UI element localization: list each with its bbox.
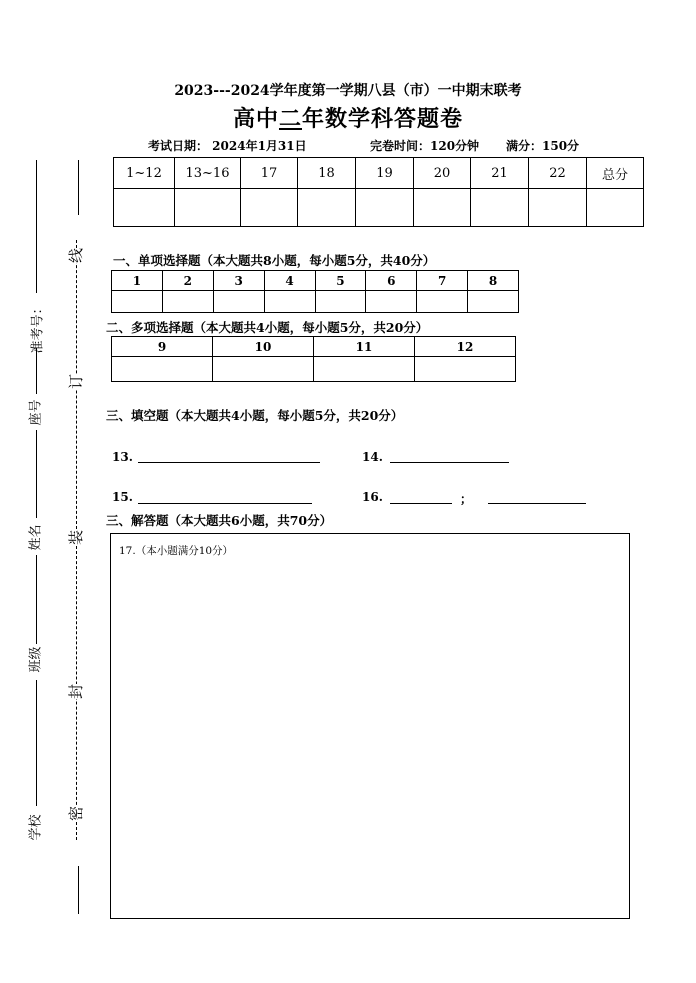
- score-header: 21: [471, 158, 529, 189]
- choice-answer-cell[interactable]: [468, 291, 519, 313]
- seat-label: 座号: [28, 399, 44, 426]
- seal-char-fill: 装: [64, 530, 87, 545]
- choice-answer-cell[interactable]: [366, 291, 417, 313]
- choice-number: 12: [415, 337, 516, 357]
- choice-answer-cell[interactable]: [112, 357, 213, 382]
- margin-line[interactable]: [36, 348, 37, 394]
- single-choice-table: [111, 270, 519, 313]
- score-header: 1~12: [114, 158, 175, 189]
- section1-title: 一、单项选择题（本大题共8小题，每小题5分，共40分）: [113, 253, 436, 268]
- choice-number: 6: [366, 271, 417, 291]
- choice-answer-cell[interactable]: [213, 357, 314, 382]
- score-header: 19: [356, 158, 414, 189]
- choice-number: 4: [264, 271, 315, 291]
- margin-line[interactable]: [36, 430, 37, 518]
- exam-title: 2023---2024学年度第一学期八县（市）一中期末联考: [174, 83, 522, 99]
- choice-answer-cell[interactable]: [112, 291, 163, 313]
- choice-number: 9: [112, 337, 213, 357]
- score-cell[interactable]: [471, 189, 529, 227]
- choice-number: 5: [315, 271, 366, 291]
- full-score: 满分：150分: [506, 139, 580, 153]
- choice-number: 10: [213, 337, 314, 357]
- q13-answer-line[interactable]: [138, 462, 320, 463]
- choice-number: 3: [213, 271, 264, 291]
- exam-duration: 完卷时间：120分钟: [370, 139, 480, 153]
- margin-line[interactable]: [36, 555, 37, 644]
- seal-char-close: 封: [64, 684, 87, 699]
- q16-answer-line-1[interactable]: [390, 503, 452, 504]
- score-cell[interactable]: [175, 189, 241, 227]
- choice-answer-cell[interactable]: [213, 291, 264, 313]
- choice-number: 11: [314, 337, 415, 357]
- score-header-total: 总分: [587, 158, 644, 189]
- section2-title: 二、多项选择题（本大题共4小题，每小题5分，共20分）: [106, 320, 429, 335]
- sheet-title-prefix: 高中: [232, 106, 279, 132]
- score-cell[interactable]: [356, 189, 414, 227]
- school-label: 学校: [28, 814, 44, 841]
- exam-number-label: 准考号：: [30, 301, 46, 354]
- choice-number: 1: [112, 271, 163, 291]
- seal-char-bind: 订: [64, 374, 87, 389]
- score-header: 18: [298, 158, 356, 189]
- score-cell[interactable]: [529, 189, 587, 227]
- exam-date: 考试日期： 2024年1月31日: [148, 139, 307, 153]
- score-cell[interactable]: [241, 189, 298, 227]
- choice-answer-cell[interactable]: [315, 291, 366, 313]
- score-cell[interactable]: [298, 189, 356, 227]
- choice-number: 2: [162, 271, 213, 291]
- name-label: 姓名: [28, 524, 44, 551]
- multi-choice-table: [111, 336, 516, 382]
- score-header: 13~16: [175, 158, 241, 189]
- score-header: 17: [241, 158, 298, 189]
- score-cell[interactable]: [414, 189, 471, 227]
- choice-answer-cell[interactable]: [314, 357, 415, 382]
- sheet-title-mid: 年数学: [302, 106, 372, 132]
- q17-label: 17.（本小题满分10分）: [119, 545, 234, 557]
- q15-label: 15.: [112, 490, 133, 504]
- seal-solid-bottom: [78, 866, 79, 914]
- section3-title: 三、填空题（本大题共4小题，每小题5分，共20分）: [106, 408, 404, 423]
- choice-answer-cell[interactable]: [162, 291, 213, 313]
- section4-title: 三、解答题（本大题共6小题，共70分）: [106, 513, 333, 528]
- seal-char-line: 线: [64, 248, 87, 263]
- sheet-title: [0, 102, 696, 133]
- score-cell-total[interactable]: [587, 189, 644, 227]
- q13-label: 13.: [112, 450, 133, 464]
- q14-answer-line[interactable]: [390, 462, 509, 463]
- q16-label: 16.: [362, 490, 383, 504]
- margin-line[interactable]: [36, 680, 37, 806]
- score-header: 20: [414, 158, 471, 189]
- q17-answer-box[interactable]: [110, 533, 630, 919]
- choice-answer-cell[interactable]: [417, 291, 468, 313]
- class-label: 班级: [28, 646, 44, 673]
- score-cell[interactable]: [114, 189, 175, 227]
- choice-number: 8: [468, 271, 519, 291]
- sheet-title-grade: 二: [278, 106, 302, 132]
- q16-separator: ；: [460, 492, 473, 506]
- q15-answer-line[interactable]: [138, 503, 312, 504]
- margin-line[interactable]: [36, 160, 37, 293]
- q14-label: 14.: [362, 450, 383, 464]
- q16-answer-line-2[interactable]: [488, 503, 586, 504]
- seal-char-secret: 密: [64, 806, 87, 821]
- sheet-title-suffix: 科答题卷: [371, 106, 464, 132]
- choice-number: 7: [417, 271, 468, 291]
- score-table: [113, 157, 644, 227]
- seal-solid-top: [78, 160, 79, 215]
- choice-answer-cell[interactable]: [415, 357, 516, 382]
- choice-answer-cell[interactable]: [264, 291, 315, 313]
- score-header: 22: [529, 158, 587, 189]
